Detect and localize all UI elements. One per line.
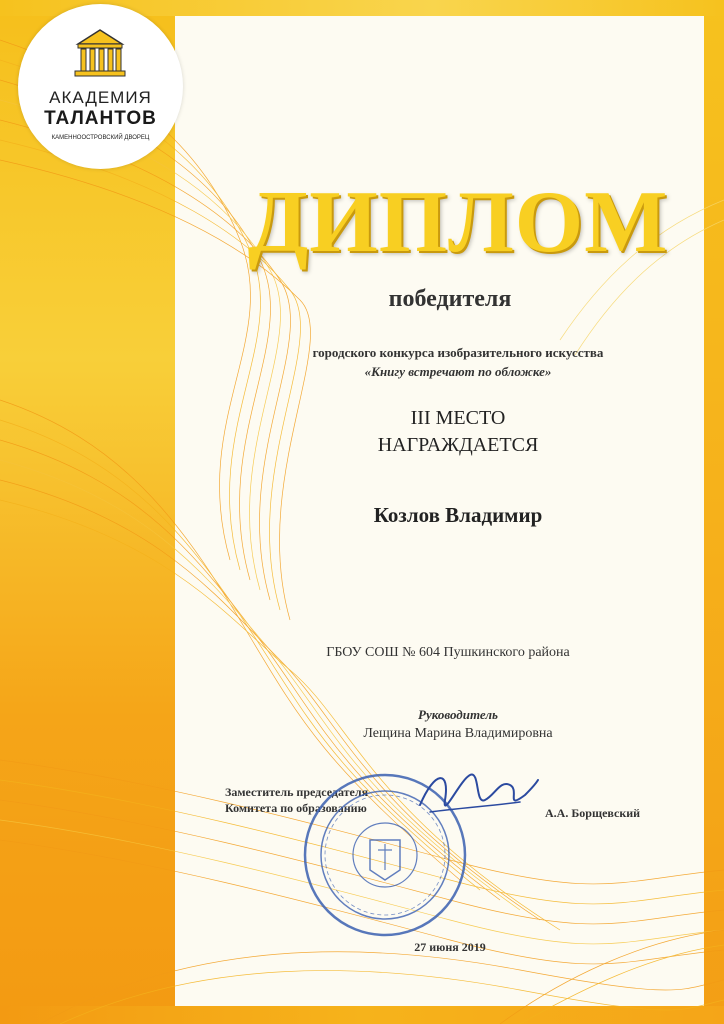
deputy-line-2: Комитета по образованию xyxy=(225,801,367,815)
school-name: ГБОУ СОШ № 604 Пушкинского района xyxy=(326,645,570,660)
supervisor-label: Руководитель xyxy=(418,707,498,722)
issue-date: 27 июня 2019 xyxy=(414,940,486,954)
contest-description xyxy=(228,343,688,381)
deputy-line-1: Заместитель председателя xyxy=(225,785,369,799)
place-line: III МЕСТО xyxy=(410,407,506,429)
diploma-title: ДИПЛОМ xyxy=(247,174,669,271)
logo-text-talents: ТАЛАНТОВ xyxy=(44,108,157,129)
awarded-line: НАГРАЖДАЕТСЯ xyxy=(377,434,539,456)
contest-line-2: «Книгу встречают по обложке» xyxy=(364,364,552,379)
logo-text-academy: АКАДЕМИЯ xyxy=(49,88,152,107)
building-icon xyxy=(18,4,183,94)
award-place xyxy=(228,405,688,459)
signatory-name: А.А. Борщевский xyxy=(545,806,641,820)
diploma-subtitle: победителя xyxy=(388,286,512,312)
academy-logo xyxy=(18,4,183,169)
contest-line-1: городского конкурса изобразительного искусства xyxy=(312,345,604,360)
winner-name: Козлов Владимир xyxy=(373,503,543,527)
signature xyxy=(410,760,540,830)
supervisor-name: Лещина Марина Владимировна xyxy=(363,726,553,741)
logo-text-palace: КАМЕННООСТРОВСКИЙ ДВОРЕЦ xyxy=(51,135,150,141)
